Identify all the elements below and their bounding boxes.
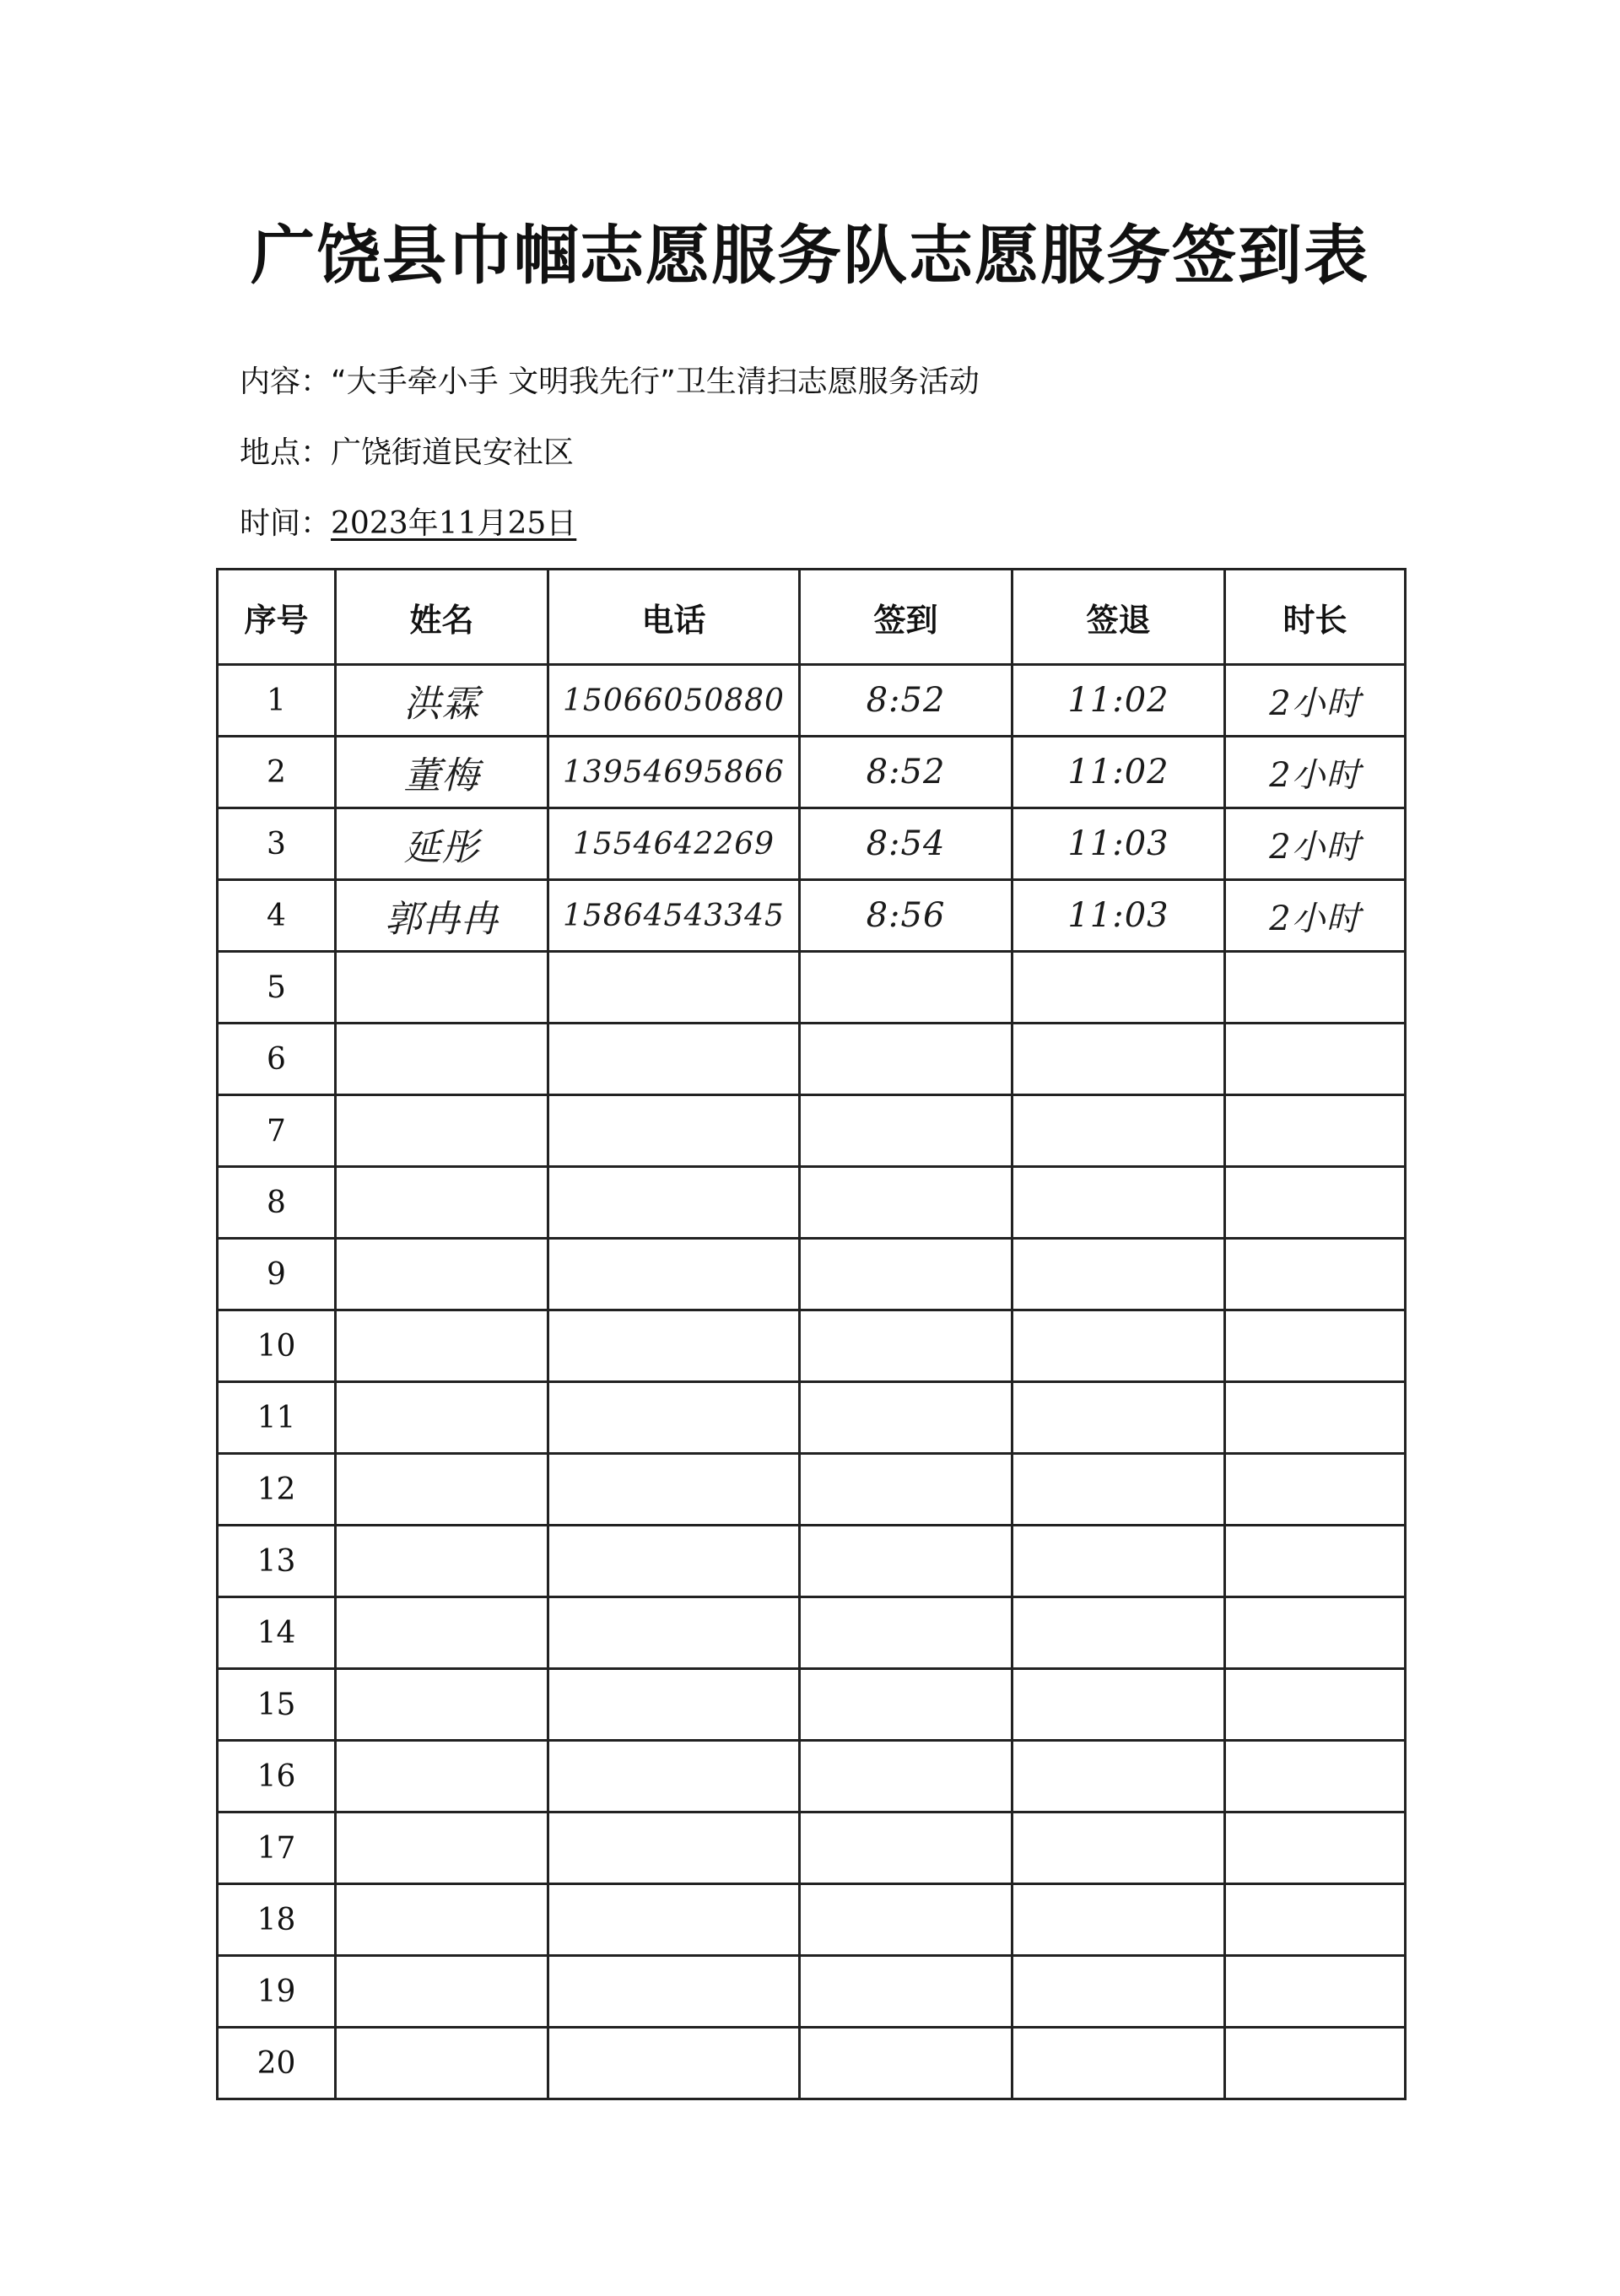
cell-sign-in: [800, 1812, 1012, 1884]
cell-sign-in: 8:52: [800, 665, 1012, 737]
cell-name: [336, 952, 548, 1024]
cell-index: 4: [218, 880, 336, 952]
cell-sign-in: [800, 1167, 1012, 1239]
sign-in-table: [216, 568, 1407, 2100]
cell-name: 郭冉冉: [336, 880, 548, 952]
cell-sign-in: [800, 1526, 1012, 1597]
cell-phone: [548, 1167, 800, 1239]
activity-content-line: [240, 361, 980, 403]
cell-sign-out: [1012, 1454, 1225, 1526]
cell-sign-in: [800, 1956, 1012, 2028]
cell-name: [336, 1526, 548, 1597]
cell-index: 11: [218, 1382, 336, 1454]
cell-sign-out: [1012, 1167, 1225, 1239]
table-row: [218, 1310, 1406, 1382]
content-label: 内容：: [240, 365, 332, 399]
cell-sign-out: [1012, 952, 1225, 1024]
cell-sign-in: [800, 1884, 1012, 1956]
cell-sign-in: 8:56: [800, 880, 1012, 952]
cell-index: 18: [218, 1884, 336, 1956]
place-label: 地点：: [240, 435, 332, 470]
cell-sign-out: [1012, 1741, 1225, 1812]
cell-sign-in: [800, 1454, 1012, 1526]
cell-phone: [548, 1741, 800, 1812]
cell-phone: 1554642269: [548, 808, 800, 880]
table-row: [218, 1526, 1406, 1597]
table-row: [218, 1741, 1406, 1812]
cell-name: [336, 1956, 548, 2028]
cell-phone: [548, 1956, 800, 2028]
table-row: [218, 737, 1406, 808]
cell-duration: [1225, 1884, 1406, 1956]
table-row: [218, 952, 1406, 1024]
header-phone: 电话: [548, 570, 800, 665]
cell-duration: [1225, 1669, 1406, 1741]
cell-duration: 2小时: [1225, 737, 1406, 808]
cell-name: [336, 1167, 548, 1239]
time-value: 2023年11月25日: [331, 506, 577, 541]
cell-sign-in: [800, 1382, 1012, 1454]
cell-index: 15: [218, 1669, 336, 1741]
cell-index: 17: [218, 1812, 336, 1884]
cell-sign-out: [1012, 1095, 1225, 1167]
cell-phone: [548, 1239, 800, 1310]
cell-index: 16: [218, 1741, 336, 1812]
cell-phone: [548, 1454, 800, 1526]
cell-duration: [1225, 1741, 1406, 1812]
cell-index: 10: [218, 1310, 336, 1382]
cell-phone: [548, 1812, 800, 1884]
cell-name: [336, 1454, 548, 1526]
cell-phone: [548, 1669, 800, 1741]
cell-name: [336, 1669, 548, 1741]
table-row: [218, 1024, 1406, 1095]
cell-sign-out: 11:03: [1012, 880, 1225, 952]
cell-sign-out: [1012, 1239, 1225, 1310]
cell-duration: [1225, 1382, 1406, 1454]
cell-sign-in: [800, 1597, 1012, 1669]
cell-sign-out: [1012, 1526, 1225, 1597]
cell-duration: [1225, 1095, 1406, 1167]
cell-sign-in: [800, 1024, 1012, 1095]
table-row: [218, 1597, 1406, 1669]
table-row: [218, 880, 1406, 952]
cell-phone: [548, 1597, 800, 1669]
cell-sign-in: [800, 952, 1012, 1024]
cell-sign-out: [1012, 1956, 1225, 2028]
table-body: [218, 665, 1406, 2099]
table-row: [218, 2028, 1406, 2099]
cell-sign-in: [800, 1095, 1012, 1167]
cell-index: 13: [218, 1526, 336, 1597]
cell-index: 12: [218, 1454, 336, 1526]
cell-name: [336, 1884, 548, 1956]
cell-name: [336, 1024, 548, 1095]
table-row: [218, 808, 1406, 880]
cell-sign-in: [800, 1741, 1012, 1812]
cell-duration: [1225, 1310, 1406, 1382]
cell-phone: [548, 1310, 800, 1382]
cell-sign-out: [1012, 1812, 1225, 1884]
table-row: [218, 1167, 1406, 1239]
cell-index: 1: [218, 665, 336, 737]
table-row: [218, 1884, 1406, 1956]
cell-phone: 13954695866: [548, 737, 800, 808]
cell-name: [336, 1812, 548, 1884]
cell-phone: [548, 1526, 800, 1597]
activity-time-line: [240, 503, 576, 545]
cell-duration: 2小时: [1225, 808, 1406, 880]
cell-index: 6: [218, 1024, 336, 1095]
cell-sign-out: 11:03: [1012, 808, 1225, 880]
cell-name: 延彤: [336, 808, 548, 880]
table-row: [218, 1669, 1406, 1741]
cell-name: [336, 1382, 548, 1454]
cell-name: [336, 1239, 548, 1310]
table-row: [218, 1382, 1406, 1454]
cell-duration: [1225, 952, 1406, 1024]
cell-duration: [1225, 1812, 1406, 1884]
content-value: “大手牵小手 文明我先行”卫生清扫志愿服务活动: [331, 365, 980, 399]
cell-sign-out: [1012, 1024, 1225, 1095]
cell-index: 5: [218, 952, 336, 1024]
table-row: [218, 1454, 1406, 1526]
cell-name: [336, 2028, 548, 2099]
table-row: [218, 1812, 1406, 1884]
header-sign-in: 签到: [800, 570, 1012, 665]
cell-phone: [548, 1884, 800, 1956]
document-title: 广饶县巾帼志愿服务队志愿服务签到表: [251, 218, 1369, 293]
cell-index: 20: [218, 2028, 336, 2099]
cell-sign-out: [1012, 1884, 1225, 1956]
cell-name: 董梅: [336, 737, 548, 808]
cell-index: 7: [218, 1095, 336, 1167]
cell-duration: [1225, 1526, 1406, 1597]
cell-index: 14: [218, 1597, 336, 1669]
cell-index: 3: [218, 808, 336, 880]
table-header-row: [218, 570, 1406, 665]
cell-phone: 15066050880: [548, 665, 800, 737]
cell-sign-in: [800, 1310, 1012, 1382]
cell-sign-out: [1012, 2028, 1225, 2099]
cell-phone: 15864543345: [548, 880, 800, 952]
cell-name: [336, 1741, 548, 1812]
cell-duration: [1225, 1597, 1406, 1669]
cell-phone: [548, 952, 800, 1024]
table-row: [218, 665, 1406, 737]
cell-name: [336, 1597, 548, 1669]
cell-phone: [548, 2028, 800, 2099]
cell-sign-in: [800, 1239, 1012, 1310]
cell-index: 9: [218, 1239, 336, 1310]
cell-duration: [1225, 2028, 1406, 2099]
table-row: [218, 1956, 1406, 2028]
cell-duration: 2小时: [1225, 665, 1406, 737]
cell-sign-in: 8:54: [800, 808, 1012, 880]
cell-index: 2: [218, 737, 336, 808]
cell-sign-in: [800, 1669, 1012, 1741]
cell-sign-in: 8:52: [800, 737, 1012, 808]
cell-duration: [1225, 1956, 1406, 2028]
cell-duration: 2小时: [1225, 880, 1406, 952]
table-row: [218, 1095, 1406, 1167]
cell-duration: [1225, 1454, 1406, 1526]
table-row: [218, 1239, 1406, 1310]
cell-sign-out: [1012, 1310, 1225, 1382]
cell-index: 8: [218, 1167, 336, 1239]
cell-index: 19: [218, 1956, 336, 2028]
cell-name: [336, 1310, 548, 1382]
place-value: 广饶街道民安社区: [331, 435, 575, 470]
cell-duration: [1225, 1024, 1406, 1095]
header-sign-out: 签退: [1012, 570, 1225, 665]
cell-name: [336, 1095, 548, 1167]
cell-phone: [548, 1095, 800, 1167]
time-label: 时间：: [240, 506, 332, 541]
header-index: 序号: [218, 570, 336, 665]
cell-duration: [1225, 1167, 1406, 1239]
cell-sign-out: [1012, 1382, 1225, 1454]
cell-sign-out: [1012, 1669, 1225, 1741]
cell-phone: [548, 1024, 800, 1095]
cell-name: 洪霖: [336, 665, 548, 737]
header-duration: 时长: [1225, 570, 1406, 665]
cell-sign-out: 11:02: [1012, 665, 1225, 737]
cell-duration: [1225, 1239, 1406, 1310]
cell-sign-out: [1012, 1597, 1225, 1669]
cell-sign-out: 11:02: [1012, 737, 1225, 808]
header-name: 姓名: [336, 570, 548, 665]
cell-sign-in: [800, 2028, 1012, 2099]
cell-phone: [548, 1382, 800, 1454]
activity-place-line: [240, 432, 574, 474]
